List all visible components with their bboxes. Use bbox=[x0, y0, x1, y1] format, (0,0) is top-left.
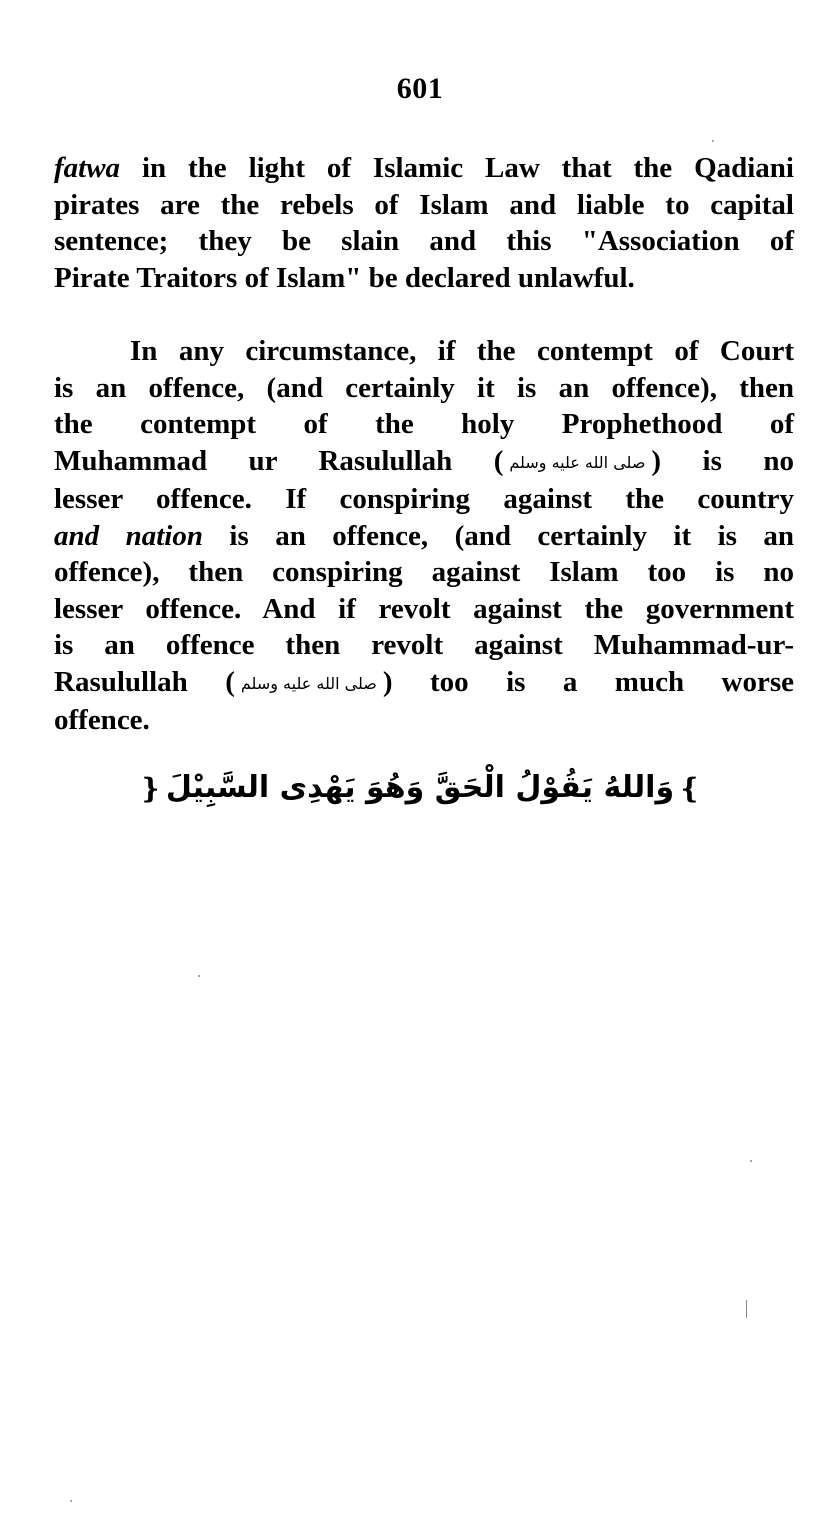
scan-speck bbox=[70, 1500, 72, 1502]
scan-speck bbox=[198, 975, 200, 977]
text-line: offence), then conspiring against Islam too is no bbox=[54, 556, 794, 589]
ornament-bracket-icon: ❴ bbox=[138, 772, 162, 805]
ornament-bracket-icon: ❵ bbox=[678, 772, 702, 805]
text-line: is an offence then revolt against Muhammad-ur- bbox=[54, 629, 794, 662]
paragraph-contempt bbox=[54, 333, 794, 739]
text-run: Muhammad ur Rasulullah ( bbox=[54, 444, 504, 477]
text-line: is an offence, (and certainly it is an offence), then bbox=[54, 371, 794, 404]
text-run: is an offence, (and certainly it is an bbox=[202, 519, 795, 552]
text-line bbox=[54, 518, 794, 555]
scan-speck bbox=[750, 1160, 752, 1162]
text-line bbox=[54, 664, 794, 703]
text-line bbox=[54, 150, 794, 187]
italic-term: and nation bbox=[54, 519, 203, 552]
text-line bbox=[54, 443, 794, 482]
text-run: in the light of Islamic Law that the Qadiani bbox=[120, 152, 794, 184]
text-line: offence. bbox=[54, 704, 150, 737]
scan-speck bbox=[712, 140, 714, 142]
text-run: ) too is a much worse bbox=[382, 665, 794, 698]
text-line: lesser offence. And if revolt against the government bbox=[54, 592, 794, 625]
text-run: Rasulullah ( bbox=[54, 665, 235, 698]
text-line: sentence; they be slain and this "Association of bbox=[54, 225, 794, 257]
text-line: the contempt of the holy Prophethood of bbox=[54, 408, 794, 440]
arabic-salutation: صلى الله عليه وسلم bbox=[509, 452, 646, 472]
text-run: ) is no bbox=[651, 444, 794, 477]
scan-speck bbox=[746, 1300, 747, 1318]
italic-term: fatwa bbox=[54, 152, 121, 184]
text-line: Pirate Traitors of Islam" be declared unlawful. bbox=[54, 261, 635, 294]
arabic-salutation: صلى الله عليه وسلم bbox=[240, 673, 377, 693]
page-number: 601 bbox=[396, 72, 444, 105]
text-line: In any circumstance, if the contempt of Court bbox=[130, 335, 794, 367]
text-line: pirates are the rebels of Islam and liable to capital bbox=[54, 188, 794, 221]
closing-verse bbox=[0, 770, 840, 805]
text-line: lesser offence. If conspiring against the country bbox=[54, 483, 794, 516]
arabic-verse: وَاللهُ يَقُوْلُ الْحَقَّ وَهُوَ يَهْدِى السَّبِيْلَ bbox=[165, 770, 675, 805]
paragraph-fatwa bbox=[54, 150, 794, 296]
